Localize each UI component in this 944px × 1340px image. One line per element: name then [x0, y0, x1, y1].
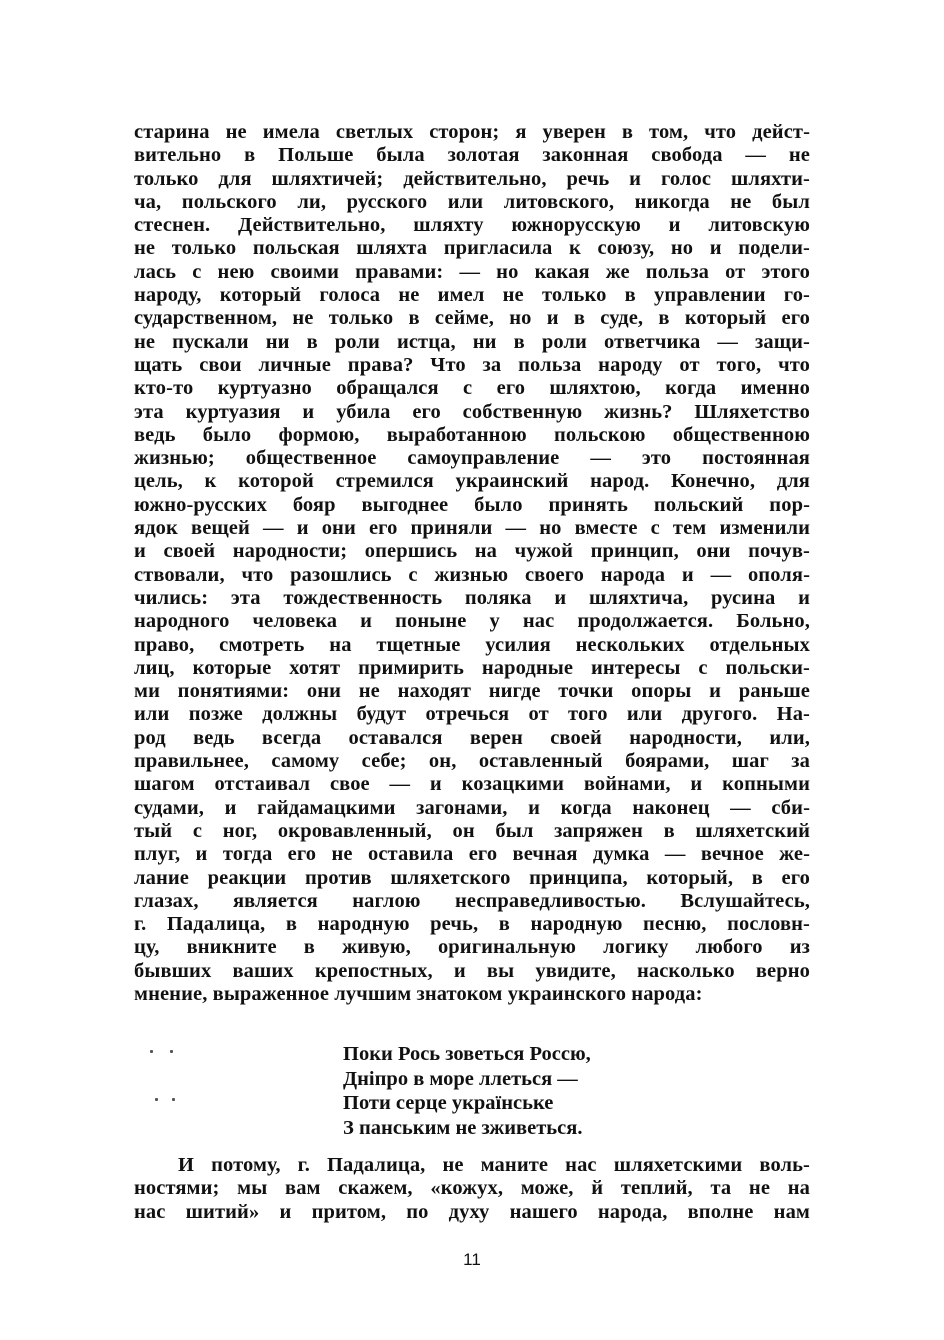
text-line: жизнью; общественное самоуправление — это постоянная: [134, 447, 810, 470]
poem-line: З панським не зживеться.: [343, 1116, 583, 1139]
text-line: и своей народности; опершись на чужой принцип, они почув-: [134, 540, 810, 563]
text-line: цель, к которой стремился украинский народ. Конечно, для: [134, 470, 810, 493]
poem-line: Поти серце українське: [343, 1092, 554, 1114]
scan-speck: [155, 1098, 158, 1101]
text-line: мнение, выраженное лучшим знатоком украинского народа:: [134, 982, 703, 1005]
text-line: г. Падалица, в народную речь, в народную песню, пословн-: [134, 913, 810, 936]
text-line: ядок вещей — и они его приняли — но вместе с тем изменили: [134, 517, 810, 540]
text-line: род ведь всегда оставался верен своей народности, или,: [134, 726, 810, 749]
text-line: или позже должны будут отречься от того или другого. На-: [134, 703, 810, 726]
text-line: кто-то куртуазно обращался с его шляхтою, когда именно: [134, 377, 810, 400]
text-line: щать свои личные права? Что за польза народу от того, что: [134, 353, 810, 376]
text-line: лась с нею своими правами: — но какая же польза от этого: [134, 260, 810, 283]
main-paragraph: [134, 121, 810, 1006]
text-line: судами, и гайдамацкими загонами, и когда наконец — сби-: [134, 796, 810, 819]
page-number: 11: [463, 1250, 481, 1269]
poem-line: Поки Рось зоветься Россю,: [343, 1043, 591, 1065]
text-line: плуг, и тогда его не оставила его вечная думка — вечное же-: [134, 843, 810, 866]
text-line: лание реакции против шляхетского принципа, который, в его: [134, 866, 810, 889]
text-line: сударственном, не только в сейме, но и в суде, в который его: [134, 307, 810, 330]
text-line: южно-русских бояр выгоднее было принять польский пор-: [134, 493, 810, 516]
text-line: народного человека и поныне у нас продолжается. Больно,: [134, 610, 810, 633]
text-line: шагом отстаивал свое — и козацкими войнами, и копными: [134, 773, 810, 796]
poem-quote: [343, 1042, 591, 1140]
text-line: ми понятиями: они не находят нигде точки опоры и раньше: [134, 680, 810, 703]
text-line: ча, польского ли, русского или литовского, никогда не был: [134, 190, 810, 213]
text-line: нас шитий» и притом, по духу нашего народа, вполне нам: [134, 1200, 810, 1223]
text-line: правильнее, самому себе; он, оставленный боярами, шаг за: [134, 750, 810, 773]
text-line: тый с ног, окровавленный, он был запряжен в шляхетский: [134, 819, 810, 842]
text-line: И потому, г. Падалица, не маните нас шляхетскими воль-: [178, 1154, 810, 1176]
text-line: лиц, которые хотят примирить народные интересы с польски-: [134, 656, 810, 679]
text-line: только для шляхтичей; действительно, речь и голос шляхти-: [134, 167, 810, 190]
text-line: народу, который голоса не имел не только в управлении го-: [134, 284, 810, 307]
text-line: цу, вникните в живую, оригинальную логику любого из: [134, 936, 810, 959]
text-line: стеснен. Действительно, шляхту южнорусскую и литовскую: [134, 214, 810, 237]
closing-paragraph: [134, 1154, 810, 1224]
text-line: старина не имела светлых сторон; я уверен в том, что дейст-: [134, 121, 810, 143]
text-line: ностями; мы вам скажем, «кожух, може, й теплий, та не на: [134, 1177, 810, 1200]
scan-speck: [172, 1098, 175, 1101]
text-line: вительно в Польше была золотая законная свобода — не: [134, 144, 810, 167]
poem-line: Дніпро в море ллеться —: [343, 1067, 578, 1090]
text-line: глазах, является наглою несправедливостью. Вслушайтесь,: [134, 889, 810, 912]
text-line: не пускали ни в роли истца, ни в роли ответчика — защи-: [134, 330, 810, 353]
text-line: не только польская шляхта пригласила к союзу, но и подели-: [134, 237, 810, 260]
text-line: бывших ваших крепостных, и вы увидите, насколько верно: [134, 959, 810, 982]
text-line: ствовали, что разошлись с жизнью своего народа и — ополя-: [134, 563, 810, 586]
text-line: чились: эта тождественность поляка и шляхтича, русина и: [134, 586, 810, 609]
scan-speck: [170, 1050, 173, 1053]
text-line: эта куртуазия и убила его собственную жизнь? Шляхетство: [134, 400, 810, 423]
text-line: ведь было формою, выработанною польскою общественною: [134, 423, 810, 446]
text-line: право, смотреть на тщетные усилия нескольких отдельных: [134, 633, 810, 656]
scan-speck: [150, 1050, 153, 1053]
